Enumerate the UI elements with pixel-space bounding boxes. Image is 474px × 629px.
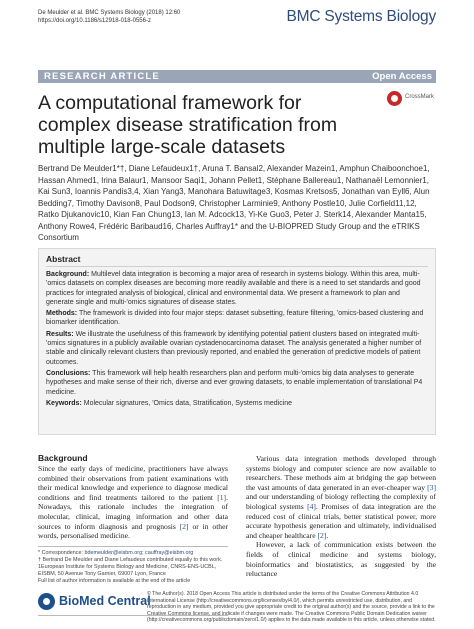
abstract-background-label: Background: — [46, 271, 90, 278]
journal-name: BMC Systems Biology — [286, 8, 436, 25]
crossmark-icon — [387, 91, 402, 106]
body-text: . Nowadays, this rationale includes the integration of molecular, clinical, imaging information and other data sources to inform diagnosis and prognosis — [38, 492, 228, 531]
footnotes — [38, 550, 228, 585]
abstract-keywords — [46, 399, 428, 408]
body-text: and our understanding of biology reflecting the complexity of biological systems — [246, 492, 436, 511]
abstract-conclusions-text: This framework will help health researchers plan and perform multi-'omics big data analyses to generate hypotheses and make sense of their rich, diverse and ever growing datasets, to enable implementation of translational P4 medicine. — [46, 369, 423, 396]
doi-link[interactable]: https://doi.org/10.1186/s12918-018-0556-z — [38, 18, 151, 24]
abstract-conclusions-label: Conclusions: — [46, 369, 91, 377]
citation-link[interactable]: [2] — [179, 521, 189, 531]
abstract-methods — [46, 309, 428, 328]
abstract-keywords-text: Molecular signatures, 'Omics data, Stratification, Systems medicine — [83, 399, 293, 407]
abstract-methods-label: Methods: — [46, 310, 78, 318]
crossmark-badge[interactable] — [387, 90, 442, 108]
author-info-note: Full list of author information is available at the end of the article — [38, 578, 191, 584]
abstract-heading: Abstract — [46, 254, 81, 264]
body-paragraph — [38, 464, 228, 541]
correspondence-note — [38, 550, 228, 557]
abstract-conclusions — [46, 369, 428, 397]
citation-link[interactable]: [4] — [307, 501, 316, 511]
body-text: . Promises of data integration are the reduced cost of clinical trials, better statistical power, more accurate hypothesis generation and ultimately, individualised and cheaper healthcare — [246, 501, 436, 540]
article-type-label: RESEARCH ARTICLE — [44, 71, 160, 82]
footnote-divider — [38, 546, 228, 547]
open-access-label: Open Access — [372, 71, 432, 82]
citation-line: De Meulder et al. BMC Systems Biology (2018) 12:60 — [38, 10, 181, 16]
biomed-central-logo — [38, 593, 151, 611]
body-text: . — [326, 530, 329, 540]
body-text: or in other words, personalised medicine. — [38, 521, 228, 541]
body-paragraph: However, a lack of communication exists between the fields of clinical medicine and systems biology, bioinformatics and biostatistics, as suggested by the reluctance — [246, 540, 436, 579]
equal-contribution-note: † Bertrand De Meulder and Diane Lefaudeux contributed equally to this work. — [38, 557, 223, 563]
affiliation-note: 1European Institute for Systems Biology and Medicine, CNRS-ENS-UCBL, EISBM, 50 Avenue Tony Garnier, 69007 Lyon, France — [38, 564, 217, 577]
body-left-column — [38, 464, 228, 541]
author-list: Bertrand De Meulder1*†, Diane Lefaudeux1†, Aruna T. Bansal2, Alexander Mazein1, Amphun Chaiboonchoe1, Hassan Ahmed1, Irina Balaur1, Mansoor Saqi1, Johann Pellet1, Stéphane Ballereau1, Nathanaël Lemonnier1, Kai Sun3, Ioannis Pandis3,4, Xian Yang3, Manohara Batuwitage3, Kosmas Kretsos5, Jonathan van Eyll6, Alun Bedding7, Timothy Davison8, Paul Dodson9, Christopher Larminie9, Anthony Postle10, Julie Corfield11,12, Ratko Djukanovic10, Kian Fan Chung13, Ian M. Adcock13, Yi-Ke Guo3, Peter J. Sterk14, Alexander Manta15, Anthony Rowe4, Frédéric Baribaud16, Charles Auffray1* and the U-BIOPRED Study Group and the eTRIKS Consortium — [38, 164, 430, 242]
abstract-box — [38, 248, 436, 435]
correspondence-label: * Correspondence: — [38, 550, 85, 556]
article-title: A computational framework for complex disease stratification from multiple large-scale datasets — [38, 92, 338, 158]
body-text: Various data integration methods developed through systems biology and computer science are now available to researchers. These methods aim at bridging the gap between the vast amounts of data generated in an ever-cheaper way — [246, 454, 436, 492]
body-paragraph — [246, 454, 436, 540]
abstract-methods-text: The framework is divided into four major steps: dataset subsetting, feature filtering, 'omics-based clustering and biomarker identification. — [46, 310, 424, 327]
background-heading: Background — [38, 453, 88, 463]
abstract-results — [46, 330, 428, 367]
abstract-results-text: We illustrate the usefulness of this framework by identifying potential patient clusters based on integrated multi-'omics signatures in a publicly available ovarian cystadenocarcinoma dataset. The analysis generated a higher number of stable and clinically relevant clusters than previously reported, and enabled the generation of predictive models of patient outcomes. — [46, 330, 422, 366]
citation-link[interactable]: [2] — [317, 530, 327, 540]
abstract-body — [46, 270, 428, 410]
abstract-keywords-label: Keywords: — [46, 399, 82, 407]
license-text: © The Author(s). 2018 Open Access This article is distributed under the terms of the Creative Commons Attribution 4.0 International License (http://creativecommons.org/licenses/by/4.0/), which permits unrestricted use, distribution, and reproduction in any medium, provided you give appropriate credit to the original author(s) and the source, provide a link to the Creative Commons license, and indicate if changes were made. The Creative Commons Public Domain Dedication waiver (http://creativecommons.org/publicdomain/zero/1.0/) applies to the data made available in this article, unless otherwise stated. — [147, 591, 436, 624]
crossmark-label: CrossMark — [405, 94, 435, 100]
running-header — [38, 9, 180, 25]
abstract-results-label: Results: — [46, 330, 74, 338]
citation-link[interactable]: [1] — [217, 492, 227, 502]
body-text: Since the early days of medicine, practitioners have always combined their observations from patient examinations with their medical knowledge and experience to diagnose medical conditions and find treatments tailored to the patient — [38, 464, 228, 502]
correspondence-emails[interactable]: bdemeulder@eisbm.org; cauffray@eisbm.org — [84, 550, 194, 556]
publisher-name: BioMed Central — [59, 594, 151, 608]
biomed-central-icon — [38, 593, 55, 610]
abstract-divider — [46, 266, 428, 267]
citation-link[interactable]: [3] — [427, 482, 436, 492]
abstract-background-text: Multilevel data integration is becoming a major area of research in systems biology. Within this area, multi-'omics datasets on complex diseases are becoming more readily available and there is a need to set standards and good practices for integrated analysis of biological, clinical and environmental data. We present a framework to plan and generate single and multi-'omics signatures of disease states. — [46, 271, 421, 306]
body-right-column — [246, 454, 436, 579]
abstract-background — [46, 270, 428, 307]
